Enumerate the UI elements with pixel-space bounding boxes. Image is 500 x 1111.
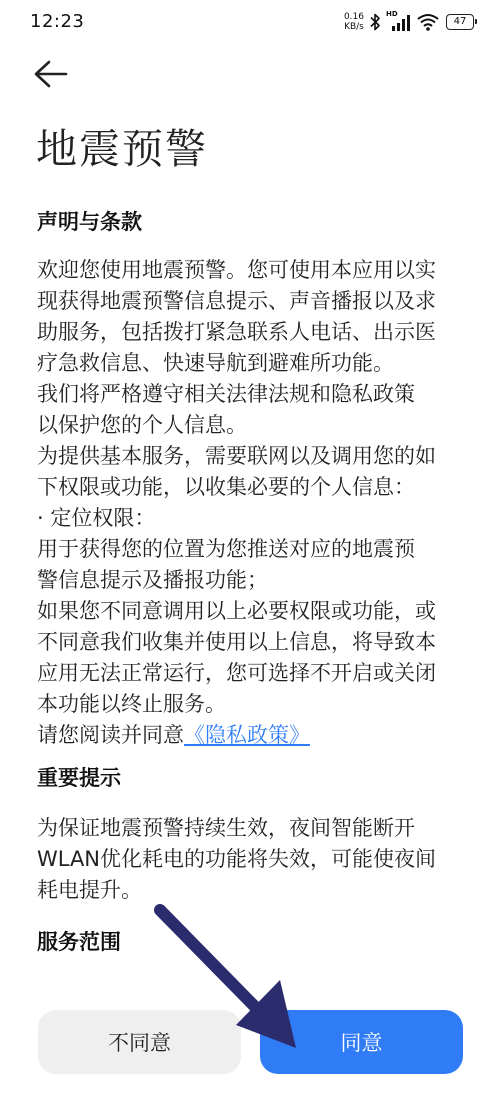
- wifi-icon: [417, 13, 439, 31]
- statement-line: 应用无法正常运行，您可选择不开启或关闭: [37, 661, 436, 685]
- statement-line: 用于获得您的位置为您推送对应的地震预: [37, 537, 415, 561]
- statement-line: 助服务，包括拨打紧急联系人电话、出示医: [37, 320, 436, 344]
- statement-line: 本功能以终止服务。: [37, 692, 226, 716]
- important-line: 为保证地震预警持续生效，夜间智能断开: [37, 816, 415, 840]
- network-speed-value: 0.16: [343, 12, 364, 22]
- battery-indicator: 47: [446, 14, 474, 30]
- important-line: 耗电提升。: [37, 878, 142, 902]
- important-text: [37, 813, 467, 906]
- statement-line: 为提供基本服务，需要联网以及调用您的如: [37, 444, 436, 468]
- back-button[interactable]: [30, 58, 70, 90]
- privacy-consent-text: 请您阅读并同意: [37, 723, 184, 747]
- watermark: Bai 经验: [425, 1077, 488, 1096]
- statement-line: 如果您不同意调用以上必要权限或功能，或: [37, 599, 436, 623]
- privacy-policy-link[interactable]: 《隐私政策》: [184, 723, 310, 747]
- statement-text: [37, 255, 467, 751]
- statement-line: 现获得地震预警信息提示、声音播报以及求: [37, 289, 436, 313]
- back-arrow-icon: [30, 58, 70, 90]
- disagree-button[interactable]: 不同意: [38, 1010, 241, 1074]
- important-heading: 重要提示: [37, 766, 121, 790]
- status-time: 12:23: [30, 11, 85, 32]
- statement-line: 以保护您的个人信息。: [37, 413, 247, 437]
- agree-button[interactable]: 同意: [260, 1010, 463, 1074]
- statement-line: 疗急救信息、快速导航到避难所功能。: [37, 351, 394, 375]
- hd-label: HD: [386, 10, 398, 18]
- statement-line: 欢迎您使用地震预警。您可使用本应用以实: [37, 258, 436, 282]
- statement-line: 警信息提示及播报功能；: [37, 568, 268, 592]
- privacy-consent-line: [37, 720, 467, 751]
- scope-heading: 服务范围: [37, 930, 121, 954]
- status-bar: [0, 0, 500, 44]
- bluetooth-icon: [369, 13, 381, 31]
- page-title: 地震预警: [36, 125, 208, 173]
- statement-line: 下权限或功能，以收集必要的个人信息：: [37, 475, 415, 499]
- network-speed-unit: KB/s: [344, 22, 364, 32]
- statement-line: · 定位权限：: [37, 506, 156, 530]
- cell-signal-icon: [386, 12, 412, 32]
- status-icons: [344, 10, 474, 34]
- network-speed: [344, 12, 364, 32]
- statement-heading: 声明与条款: [37, 210, 142, 234]
- statement-line: 不同意我们收集并使用以上信息，将导致本: [37, 630, 436, 654]
- statement-line: 我们将严格遵守相关法律法规和隐私政策: [37, 382, 415, 406]
- important-line: WLAN优化耗电的功能将失效，可能使夜间: [37, 847, 437, 871]
